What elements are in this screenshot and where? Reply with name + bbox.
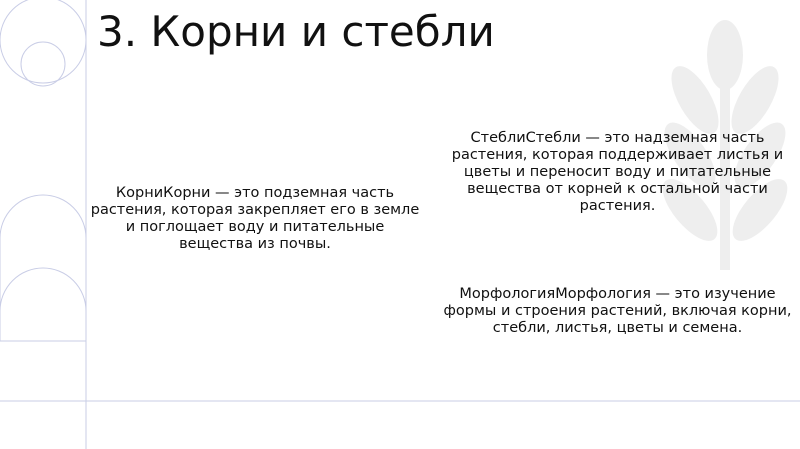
term-stems: Стебли <box>470 130 526 146</box>
slide-title: 3. Корни и стебли <box>97 7 495 56</box>
definition-roots: Корни — это подземная часть растения, которая закрепляет его в земле и поглощает воду и питательные вещества из почвы. <box>90 185 420 252</box>
arch-upper-outline <box>0 195 86 238</box>
text-block-stems <box>450 130 785 215</box>
arch-lower-outline <box>0 268 86 311</box>
definition-morphology: Морфология — это изучение формы и строения растений, включая корни, стебли, листья, цветы и семена. <box>443 286 792 336</box>
term-morphology: Морфология <box>459 286 556 302</box>
text-block-roots <box>90 185 420 253</box>
text-block-morphology <box>440 286 795 337</box>
term-roots: Корни <box>115 185 164 201</box>
small-circle-outline <box>21 42 65 86</box>
definition-stems: Стебли — это надземная часть растения, которая поддерживает листья и цветы и переносит воду и питательные вещества от корней к остальной части растения. <box>451 130 784 214</box>
